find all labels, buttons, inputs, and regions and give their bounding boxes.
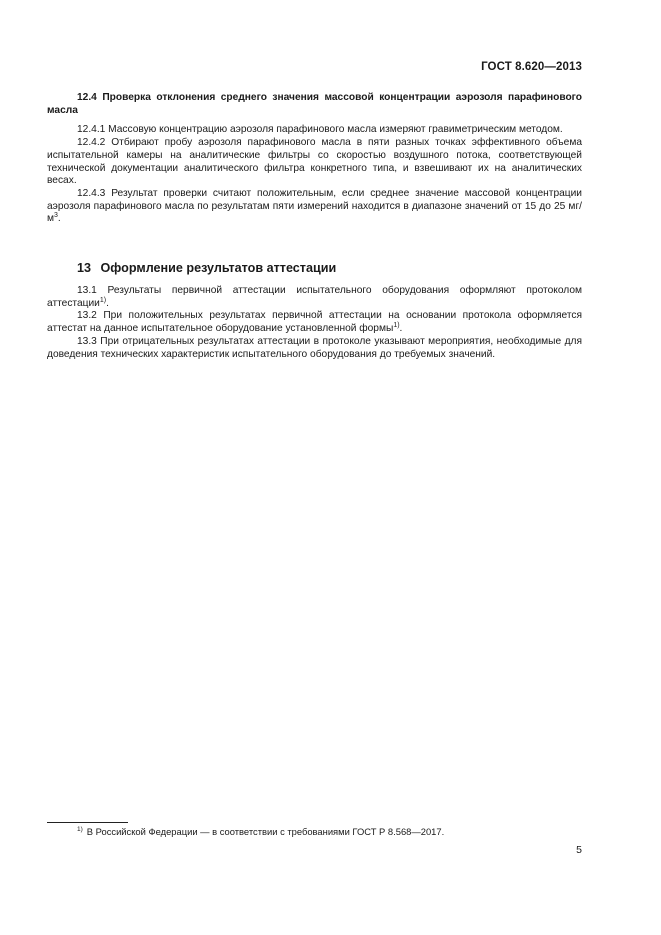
section-13-heading [77,261,336,275]
section-13-body [47,285,582,361]
section-12-4 [47,92,582,226]
footnote [77,826,444,837]
paragraph-13-2-tail: . [399,323,403,335]
section-12-4-title: 12.4 Проверка отклонения среднего значения массовой концентрации аэрозоля парафинового масла [47,92,582,116]
footnote-text: В Российской Федерации — в соответствии с требованиями ГОСТ Р 8.568—2017. [86,826,445,837]
paragraph-13-2 [47,310,582,335]
paragraph-12-4-3-text: 12.4.3 Результат проверки считают положительным, если среднее значение массовой концентрации аэрозоля парафинового масла по результатам пяти измерений находится в диапазоне значений от 15 до 25 мг/м [47,187,582,225]
paragraph-12-4-3-tail: . [57,213,61,225]
footnote-divider [47,822,128,823]
paragraph-13-1-tail: . [106,297,109,309]
section-13-number: 13 [77,261,92,275]
footnote-ref: 1) [99,296,107,304]
paragraph-13-1 [47,285,582,310]
paragraph-13-1-text: 13.1 Результаты первичной аттестации испытательного оборудования оформляют протоколом аттестации [47,285,582,309]
paragraph-12-4-3 [47,188,582,226]
paragraph-12-4-1: 12.4.1 Массовую концентрацию аэрозоля парафинового масла измеряют гравиметрическим методом. [77,124,563,136]
superscript-3: 3 [54,212,58,220]
document-code: ГОСТ 8.620—2013 [481,61,582,73]
footnote-ref: 1) [393,322,400,330]
section-13-title: Оформление результатов аттестации [100,261,337,275]
paragraph-12-4-2: 12.4.2 Отбирают пробу аэрозоля парафинового масла в пяти разных точках эффективного объема испытательной камеры на аналитические фильтры со скоростью воздушного потока, соответствующей технической документации аналитического фильтра конкретного типа, и взвешивают их на аналитических весах. [47,137,582,187]
footnote-marker: 1) [77,826,83,833]
page-number: 5 [576,844,582,856]
paragraph-13-2-text: 13.2 При положительных результатах первичной аттестации на основании протокола оформляется аттестат на данное испытательное оборудование установленной формы [47,310,582,335]
paragraph-13-3: 13.3 При отрицательных результатах аттестации в протоколе указывают мероприятия, необходимые для доведения технических характеристик испытательного оборудования до требуемых значений. [47,335,582,360]
